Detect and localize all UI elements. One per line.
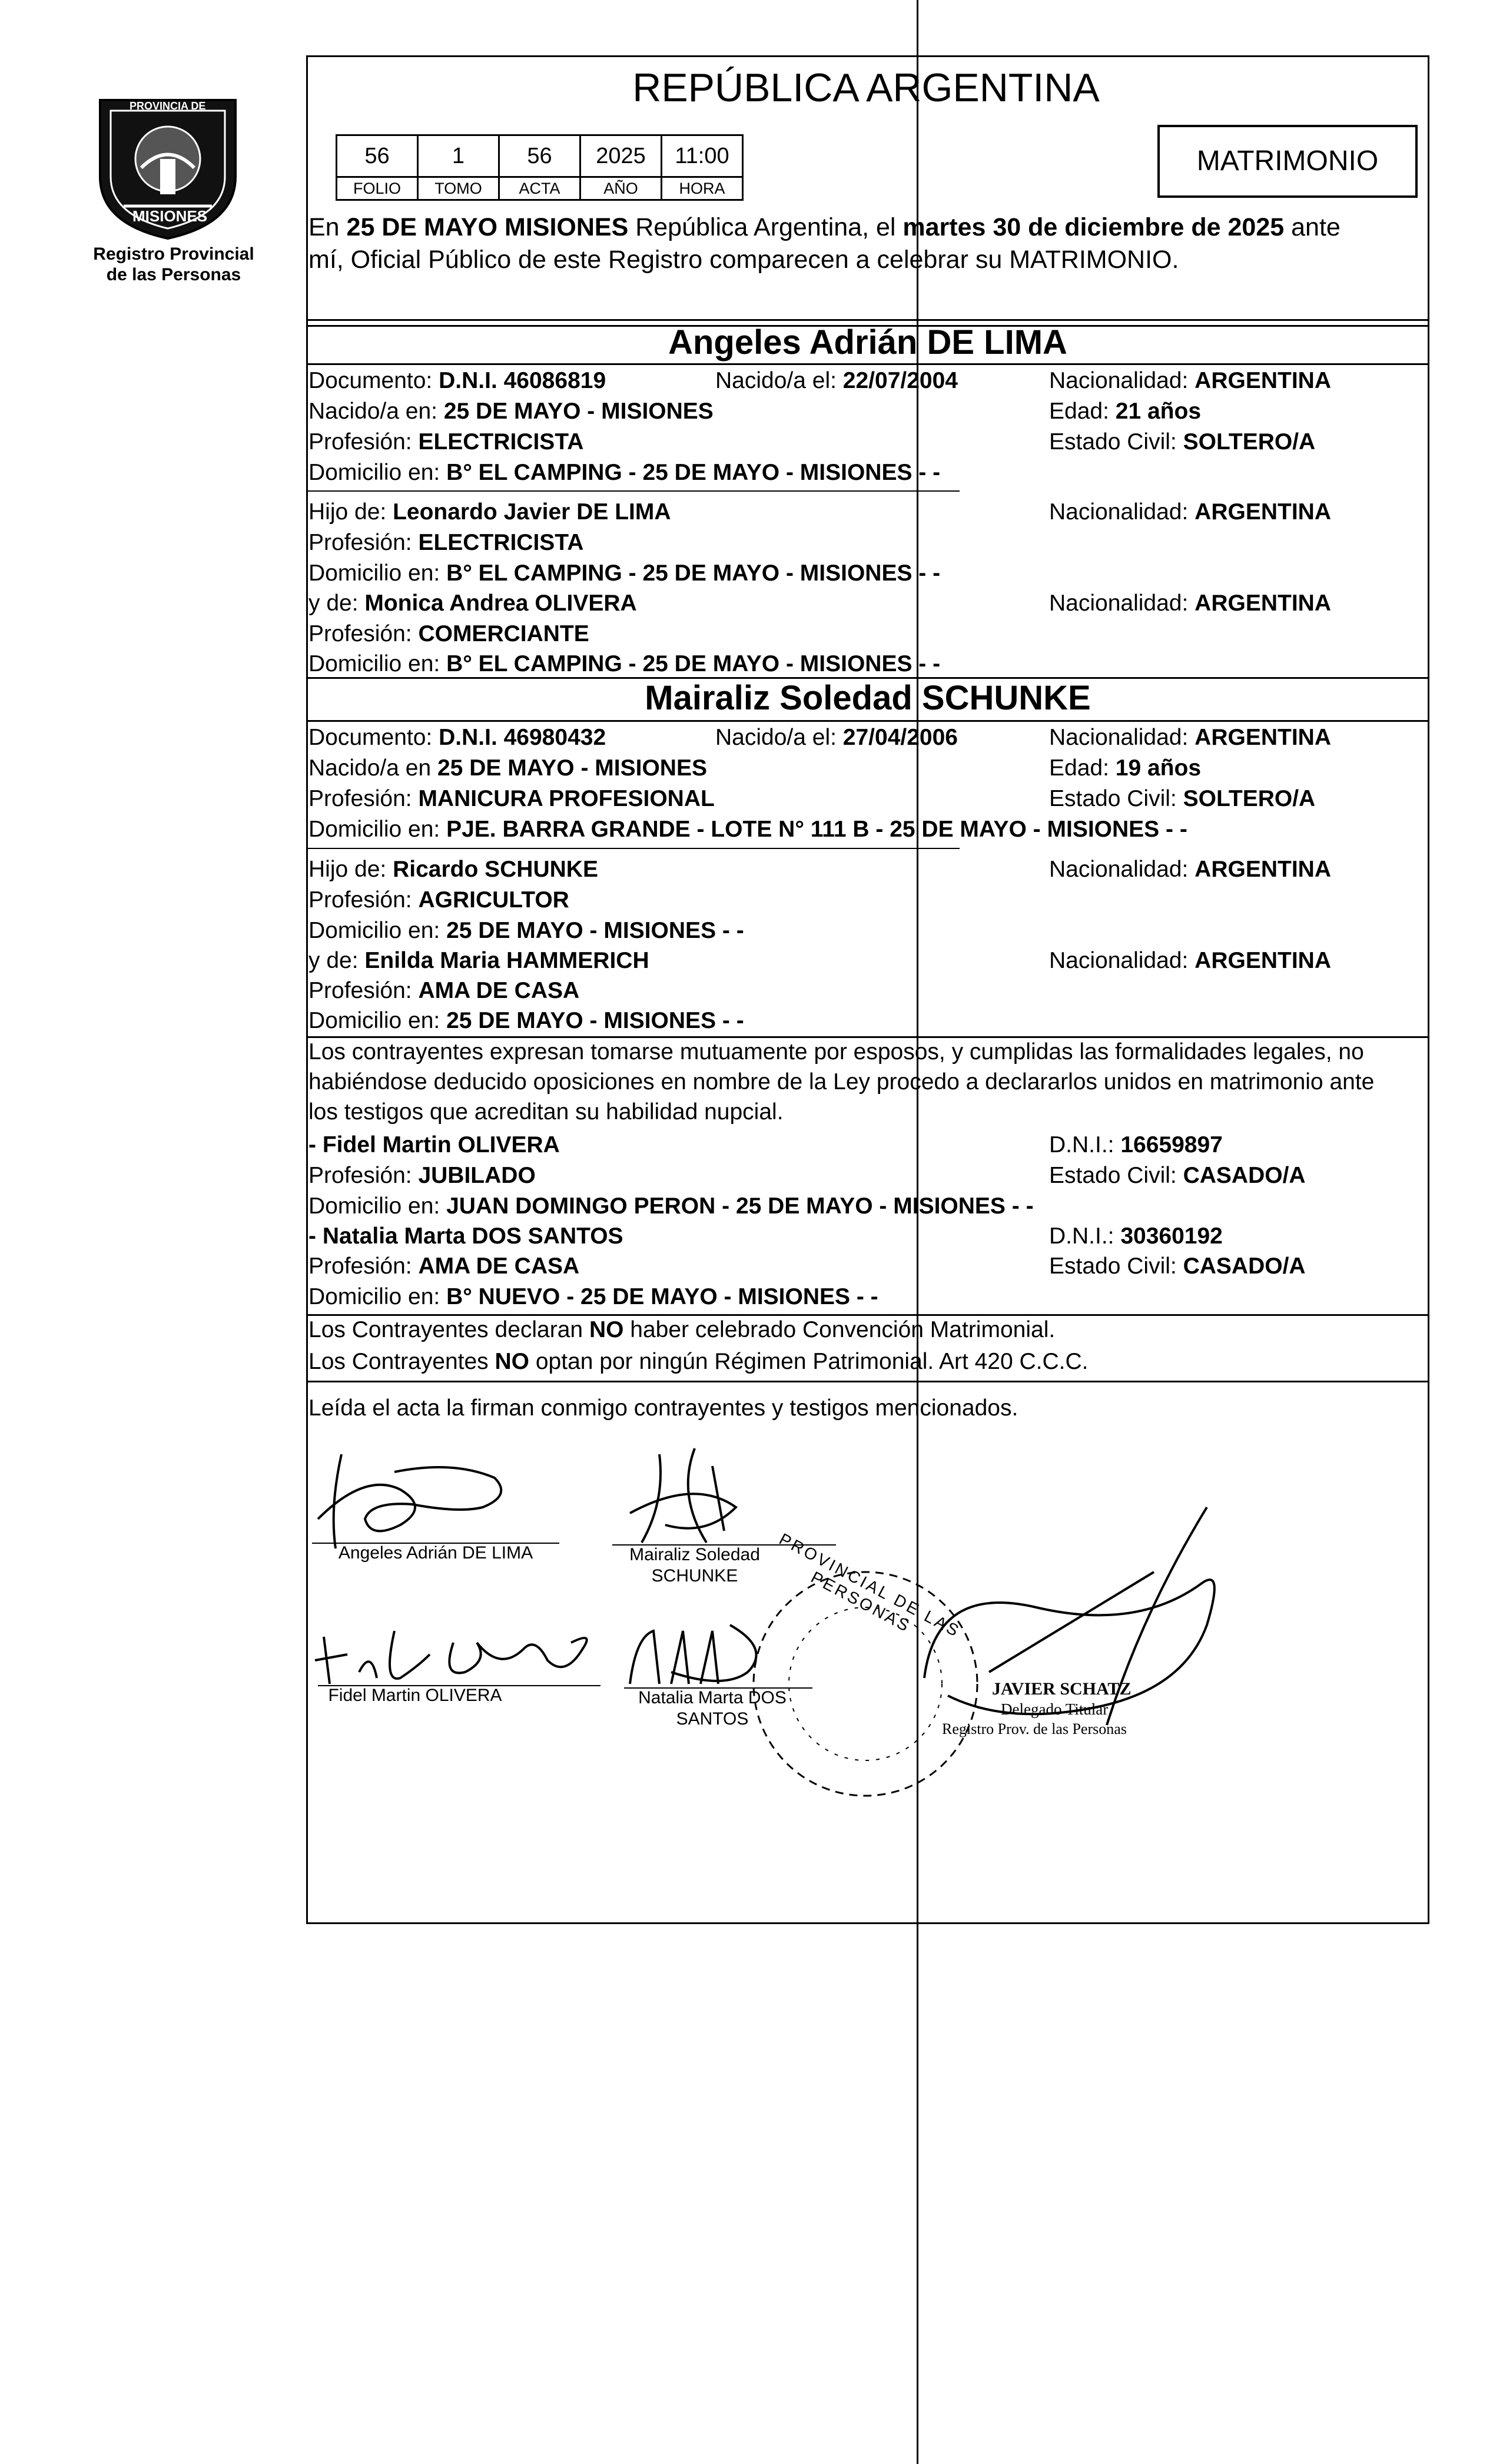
registry-seal-top-text: PROVINCIA DE	[130, 100, 206, 112]
act-type-box: MATRIMONIO	[1157, 125, 1418, 198]
spouse2-name: Mairaliz Soledad SCHUNKE	[645, 679, 1091, 717]
witness2-civil-status: Estado Civil: CASADO/A	[1049, 1253, 1306, 1279]
ref-acta-label: ACTA	[498, 176, 581, 201]
spouse1-nationality: Nacionalidad: ARGENTINA	[1049, 368, 1332, 393]
spouse1-name: Angeles Adrián DE LIMA	[668, 323, 1067, 362]
spouse1-born: Nacido/a el: 22/07/2004	[715, 368, 958, 393]
spouse2-born: Nacido/a el: 27/04/2006	[715, 725, 958, 750]
intro-line1: En 25 DE MAYO MISIONES República Argentina, el martes 30 de diciembre de 2025 ante	[308, 213, 1341, 241]
spouse2-civil-status: Estado Civil: SOLTERO/A	[1049, 786, 1316, 811]
witness2-name: - Natalia Marta DOS SANTOS	[308, 1223, 623, 1249]
regime-line1: Los Contrayentes declaran NO haber celebrado Convención Matrimonial.	[308, 1317, 1056, 1342]
spouse2-mother-profession: Profesión: AMA DE CASA	[308, 978, 580, 1003]
signature-label-spouse1: Angeles Adrián DE LIMA	[338, 1543, 533, 1563]
spouse1-doc: Documento: D.N.I. 46086819	[308, 368, 606, 393]
signature-spouse2	[606, 1442, 783, 1554]
witness2-profession: Profesión: AMA DE CASA	[308, 1253, 580, 1279]
document-title: REPÚBLICA ARGENTINA	[632, 65, 1100, 110]
registry-name-line2: de las Personas	[106, 265, 241, 284]
spouse2-father-profession: Profesión: AGRICULTOR	[308, 887, 569, 913]
declaration-line3: los testigos que acreditan su habilidad nupcial.	[308, 1099, 784, 1125]
spouse1-address: Domicilio en: B° EL CAMPING - 25 DE MAYO - MISIONES - -	[308, 460, 941, 485]
ref-ano-label: AÑO	[579, 176, 662, 201]
spouse2-father-nationality: Nacionalidad: ARGENTINA	[1049, 857, 1332, 882]
spouse1-father-nationality: Nacionalidad: ARGENTINA	[1049, 499, 1332, 525]
ref-hora-label: HORA	[661, 176, 744, 201]
ref-tomo: 1	[417, 134, 500, 178]
officer-name: JAVIER SCHATZ	[992, 1679, 1132, 1699]
witness1-name: - Fidel Martin OLIVERA	[308, 1132, 560, 1158]
spouse1-mother-address: Domicilio en: B° EL CAMPING - 25 DE MAYO - MISIONES - -	[308, 651, 941, 676]
signature-witness1	[312, 1607, 606, 1696]
spouse2-birthplace: Nacido/a en 25 DE MAYO - MISIONES	[308, 755, 707, 781]
divider	[306, 490, 960, 492]
spouse1-age: Edad: 21 años	[1049, 399, 1202, 424]
spouse1-mother: y de: Monica Andrea OLIVERA	[308, 591, 637, 616]
spouse2-profession: Profesión: MANICURA PROFESIONAL	[308, 786, 715, 811]
closing-text: Leída el acta la firman conmigo contrayentes y testigos mencionados.	[308, 1395, 1018, 1421]
spouse1-father-address: Domicilio en: B° EL CAMPING - 25 DE MAYO - MISIONES - -	[308, 561, 941, 586]
spouse1-mother-nationality: Nacionalidad: ARGENTINA	[1049, 591, 1332, 616]
officer-title-line2: Registro Prov. de las Personas	[942, 1720, 1127, 1737]
divider	[306, 1381, 1428, 1382]
registry-name-line1: Registro Provincial	[93, 244, 254, 264]
spouse2-nationality: Nacionalidad: ARGENTINA	[1049, 725, 1332, 750]
declaration-line1: Los contrayentes expresan tomarse mutuamente por esposos, y cumplidas las formalidades legales, no	[308, 1039, 1364, 1064]
ref-tomo-label: TOMO	[417, 176, 500, 201]
spouse1-father: Hijo de: Leonardo Javier DE LIMA	[308, 499, 671, 525]
regime-line2: Los Contrayentes NO optan por ningún Régimen Patrimonial. Art 420 C.C.C.	[308, 1349, 1089, 1374]
divider	[306, 848, 960, 849]
intro-date: martes 30 de diciembre de 2025	[903, 213, 1285, 241]
spouse1-father-profession: Profesión: ELECTRICISTA	[308, 530, 584, 555]
witness2-address: Domicilio en: B° NUEVO - 25 DE MAYO - MISIONES - -	[308, 1284, 878, 1309]
ref-hora: 11:00	[661, 134, 744, 178]
spouse1-civil-status: Estado Civil: SOLTERO/A	[1049, 429, 1316, 455]
spouse2-age: Edad: 19 años	[1049, 755, 1202, 781]
spouse2-doc: Documento: D.N.I. 46980432	[308, 725, 606, 750]
spouse2-father-address: Domicilio en: 25 DE MAYO - MISIONES - -	[308, 918, 744, 943]
spouse2-mother-address: Domicilio en: 25 DE MAYO - MISIONES - -	[308, 1008, 744, 1033]
stamp-ring-text: PROVINCIAL DE LAS PERSONAS	[776, 1530, 964, 1641]
ref-acta: 56	[498, 134, 581, 178]
witness1-dni: D.N.I.: 16659897	[1049, 1132, 1223, 1158]
declaration-line2: habiéndose deducido oposiciones en nombre de la Ley procedo a declararlos unidos en matrimonio ante	[308, 1069, 1375, 1095]
spouse1-birthplace: Nacido/a en: 25 DE MAYO - MISIONES	[308, 399, 714, 424]
ref-folio: 56	[336, 134, 419, 178]
spouse2-mother: y de: Enilda Maria HAMMERICH	[308, 948, 649, 973]
ref-ano: 2025	[579, 134, 662, 178]
signature-spouse1	[306, 1437, 553, 1554]
signature-label-witness1: Fidel Martin OLIVERA	[328, 1686, 502, 1705]
officer-title-line1: Delegado Titular	[1001, 1700, 1109, 1718]
registry-seal-bottom-text: MISIONES	[132, 207, 208, 225]
signature-label-witness2-line1: Natalia Marta DOS	[638, 1688, 787, 1707]
divider	[306, 363, 1428, 365]
witness1-profession: Profesión: JUBILADO	[308, 1163, 536, 1188]
spouse2-mother-nationality: Nacionalidad: ARGENTINA	[1049, 948, 1332, 973]
divider	[306, 720, 1428, 722]
spouse2-father: Hijo de: Ricardo SCHUNKE	[308, 857, 598, 882]
spouse2-address: Domicilio en: PJE. BARRA GRANDE - LOTE N° 111 B - 25 DE MAYO - MISIONES - -	[308, 817, 1187, 842]
signature-label-spouse2-line1: Mairaliz Soledad	[629, 1545, 760, 1564]
ref-folio-label: FOLIO	[336, 176, 419, 201]
witness2-dni: D.N.I.: 30360192	[1049, 1223, 1223, 1249]
spouse1-mother-profession: Profesión: COMERCIANTE	[308, 621, 589, 646]
witness1-address: Domicilio en: JUAN DOMINGO PERON - 25 DE MAYO - MISIONES - -	[308, 1193, 1034, 1219]
reference-table	[336, 134, 744, 201]
witness1-civil-status: Estado Civil: CASADO/A	[1049, 1163, 1306, 1188]
signature-label-witness2-line2: SANTOS	[676, 1709, 749, 1729]
spouse1-profession: Profesión: ELECTRICISTA	[308, 429, 584, 455]
intro-place: 25 DE MAYO MISIONES	[346, 213, 629, 241]
signature-label-spouse2-line2: SCHUNKE	[651, 1566, 738, 1586]
intro-line2: mí, Oficial Público de este Registro comparecen a celebrar su MATRIMONIO.	[308, 246, 1179, 274]
